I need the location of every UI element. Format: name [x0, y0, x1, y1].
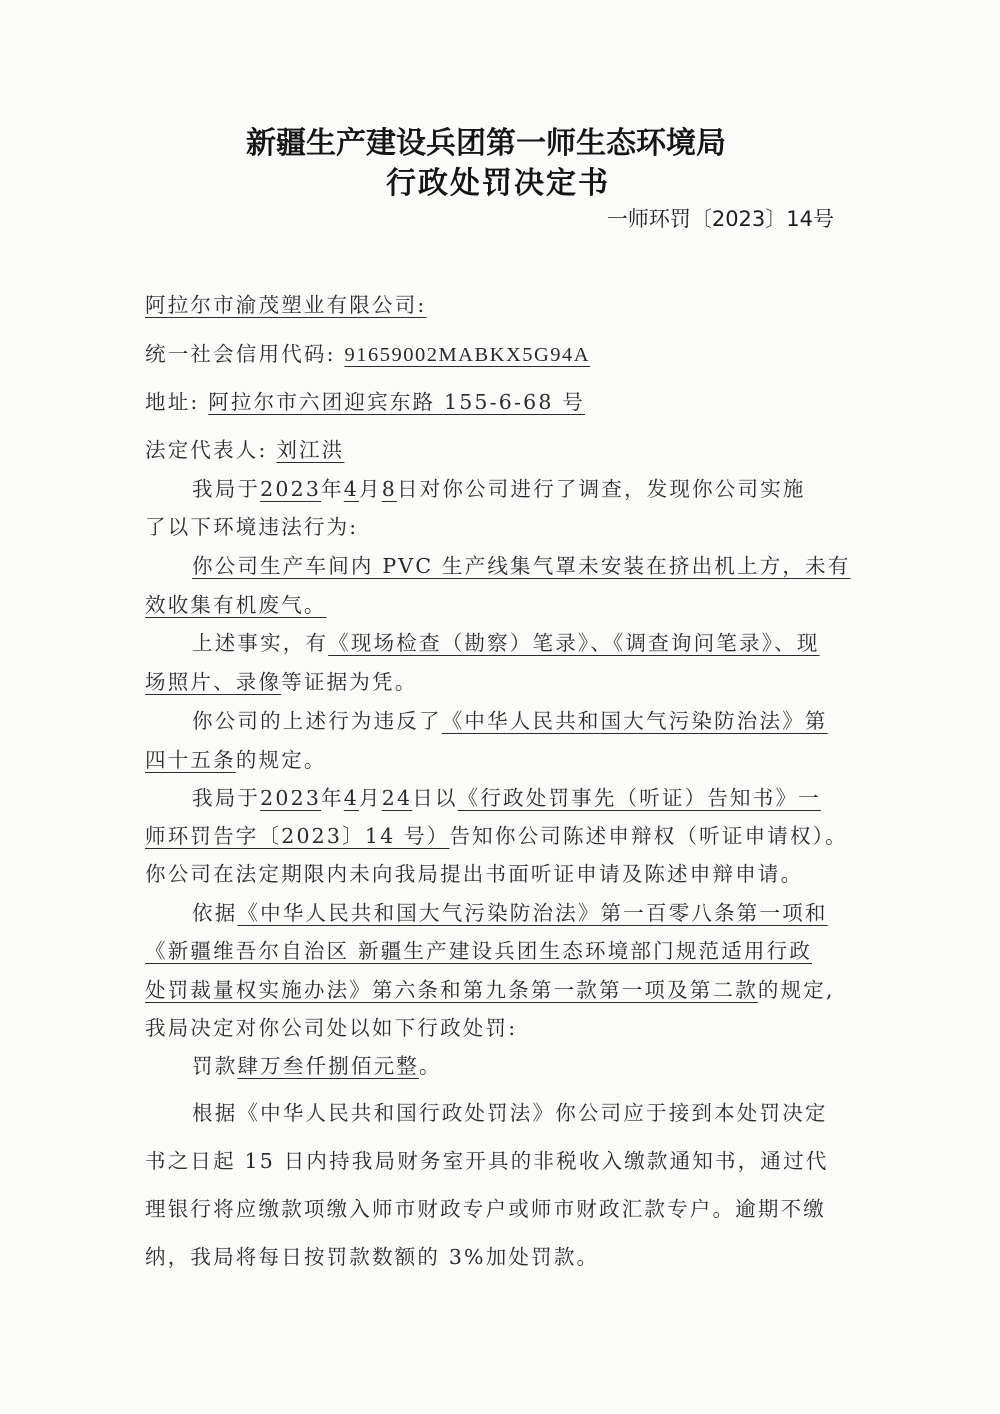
text: 年 [321, 786, 344, 810]
violation-line1: 你公司生产车间内 PVC 生产线集气罩未安装在挤出机上方，未有 [192, 554, 851, 578]
evidence-documents: 《现场检查（勘察）笔录》、《调查询问笔录》、现 [328, 631, 820, 655]
text: 日对你公司进行了调查，发现你公司实施 [397, 477, 806, 501]
agency-title: 新疆生产建设兵团第一师生态环境局 [246, 126, 726, 161]
text: 的规定, [757, 978, 835, 1002]
text: 月 [359, 477, 382, 501]
text: 月 [359, 786, 382, 810]
document-number: 一师环罚〔2023〕14号 [606, 207, 834, 231]
investigation-paragraph-line1 [192, 472, 806, 502]
text: 的规定。 [235, 748, 327, 772]
legal-rep-value: 刘江洪 [276, 438, 345, 462]
text: 等证据为凭。 [281, 670, 418, 694]
address-label: 地址: [145, 390, 200, 414]
notice-document-number: 师环罚告字〔2023〕14 号） [145, 824, 450, 848]
investigation-day: 8 [381, 477, 397, 501]
evidence-media: 场照片、录像 [145, 670, 282, 694]
text: 我局于 [192, 786, 261, 810]
basis-line3 [145, 973, 835, 1003]
company-name: 阿拉尔市渝茂塑业有限公司: [145, 293, 427, 317]
penalty-amount: 肆万叁仟捌佰元整 [237, 1054, 420, 1078]
payment-line1: 根据《中华人民共和国行政处罚法》你公司应于接到本处罚决定 [192, 1101, 828, 1125]
credit-code-value: 91659002MABKX5G94A [344, 344, 591, 366]
text: 你公司的上述行为违反了 [192, 709, 442, 733]
violation-line2: 效收集有机废气。 [145, 593, 327, 617]
notice-document: 《行政处罚事先（听证）告知书》一 [457, 786, 821, 810]
notice-line1 [192, 781, 821, 811]
basis-line1 [192, 896, 828, 926]
notice-line2 [145, 819, 848, 849]
credit-code-row [145, 337, 590, 367]
text: 告知你公司陈述申辩权（听证申请权）。 [449, 824, 848, 848]
address-row [145, 385, 585, 415]
law-article: 四十五条 [145, 748, 236, 772]
credit-code-label: 统一社会信用代码: [145, 342, 336, 366]
legal-rep-row [145, 433, 344, 463]
evidence-line2 [145, 665, 417, 695]
basis-regulation: 处罚裁量权实施办法》第六条和第九条第一款第一项及第二款 [145, 978, 758, 1002]
investigation-year: 2023 [260, 477, 322, 501]
text: 。 [419, 1054, 442, 1078]
document-type-title: 行政处罚决定书 [386, 166, 610, 201]
notice-month: 4 [343, 786, 360, 810]
basis-line2: 《新疆维吾尔自治区 新疆生产建设兵团生态环境部门规范适用行政 [145, 939, 813, 963]
payment-line4: 纳，我局将每日按罚款数额的 3%加处罚款。 [145, 1245, 600, 1269]
basis-line4: 我局决定对你公司处以如下行政处罚: [145, 1016, 518, 1040]
text: 我局于 [192, 477, 261, 501]
notice-day: 24 [381, 786, 413, 810]
text: 年 [321, 477, 344, 501]
text: 日以 [412, 786, 458, 810]
text: 罚款 [192, 1054, 238, 1078]
text: 上述事实，有 [192, 631, 329, 655]
investigation-paragraph-line2: 了以下环境违法行为: [145, 515, 359, 539]
evidence-line1 [192, 626, 820, 656]
legal-rep-label: 法定代表人: [145, 438, 268, 462]
law-violated-line1 [192, 704, 828, 734]
penalty-line [192, 1049, 442, 1079]
address-value: 阿拉尔市六团迎宾东路 155-6-68 号 [208, 390, 586, 414]
basis-law: 《中华人民共和国大气污染防治法》第一百零八条第一项和 [237, 901, 828, 925]
investigation-month: 4 [343, 477, 360, 501]
notice-year: 2023 [260, 786, 322, 810]
payment-line3: 理银行将应缴款项缴入师市财政专户或师市财政汇款专户。逾期不缴 [145, 1197, 826, 1221]
law-violated-line2 [145, 743, 327, 773]
notice-line3: 你公司在法定期限内未向我局提出书面听证申请及陈述申辩申请。 [145, 862, 804, 886]
text: 依据 [192, 901, 238, 925]
law-name: 《中华人民共和国大气污染防治法》第 [441, 709, 828, 733]
payment-line2: 书之日起 15 日内持我局财务室开具的非税收入缴款通知书，通过代 [145, 1149, 829, 1173]
